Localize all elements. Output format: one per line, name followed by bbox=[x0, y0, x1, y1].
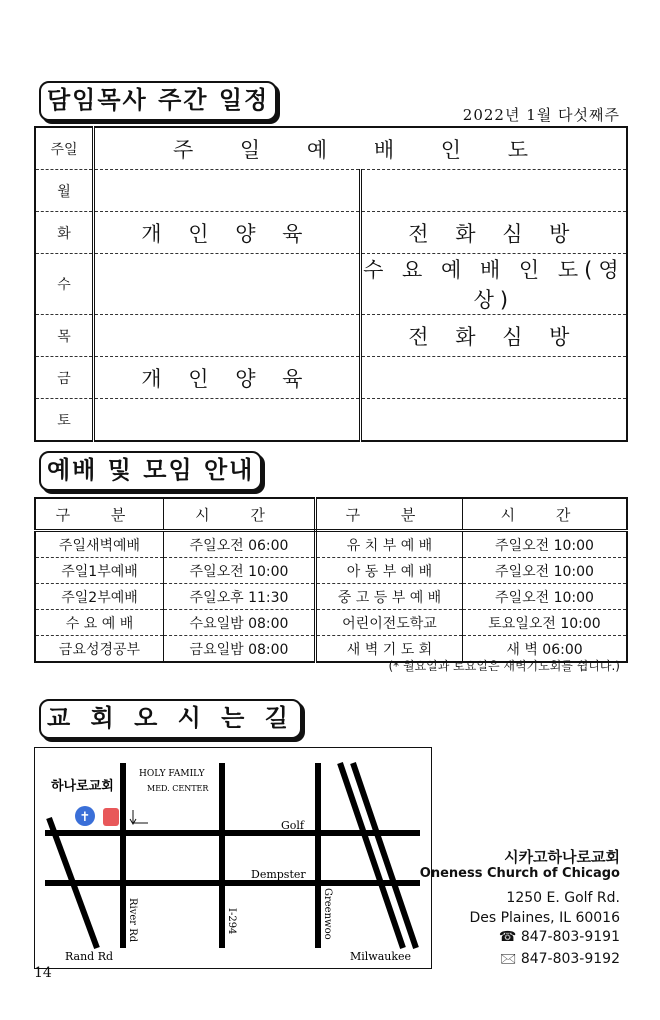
service-name: 중 고 등 부 예 배 bbox=[316, 584, 463, 610]
services-table bbox=[34, 497, 628, 663]
activity-cell bbox=[360, 170, 627, 212]
address-line-2: Des Plaines, IL 60016 bbox=[469, 910, 620, 926]
church-map-label: 하나로교회 bbox=[51, 779, 114, 794]
activity-cell bbox=[94, 399, 361, 442]
activity-cell bbox=[94, 254, 361, 315]
river-label: River Rd bbox=[127, 898, 138, 943]
activity-cell: 전 화 심 방 bbox=[360, 212, 627, 254]
map-drawing bbox=[35, 748, 431, 968]
day-label: 월 bbox=[35, 170, 94, 212]
service-name: 금요성경공부 bbox=[35, 636, 164, 663]
day-label: 목 bbox=[35, 315, 94, 357]
pastor-schedule-table bbox=[34, 126, 628, 442]
service-time: 주일오후 11:30 bbox=[164, 584, 316, 610]
services-title: 예배 및 모임 안내 bbox=[39, 451, 262, 491]
service-name: 유 치 부 예 배 bbox=[316, 531, 463, 558]
address-line-1: 1250 E. Golf Rd. bbox=[506, 890, 620, 906]
service-time: 수요일밤 08:00 bbox=[164, 610, 316, 636]
activity-cell bbox=[94, 170, 361, 212]
hospital-label-2: MED. CENTER bbox=[147, 784, 209, 793]
table-row bbox=[35, 584, 627, 610]
rand-label: Rand Rd bbox=[65, 950, 114, 963]
header-time: 시 간 bbox=[463, 498, 628, 531]
schedule-row-sunday bbox=[35, 127, 627, 170]
service-time: 금요일밤 08:00 bbox=[164, 636, 316, 663]
milwaukee-road-2 bbox=[353, 763, 416, 948]
schedule-row bbox=[35, 357, 627, 399]
milwaukee-road-1 bbox=[340, 763, 403, 948]
schedule-title: 담임목사 주간 일정 bbox=[39, 81, 277, 121]
service-name: 주일1부예배 bbox=[35, 558, 164, 584]
fax-line bbox=[500, 948, 620, 972]
service-time: 주일오전 10:00 bbox=[463, 584, 628, 610]
schedule-row bbox=[35, 254, 627, 315]
i294-label: I-294 bbox=[226, 908, 237, 935]
services-header-row bbox=[35, 498, 627, 531]
table-row bbox=[35, 531, 627, 558]
services-note: (* 월요일과 토요일은 새벽기도회를 쉽니다.) bbox=[388, 659, 620, 673]
service-time: 주일오전 06:00 bbox=[164, 531, 316, 558]
directions-map bbox=[34, 747, 432, 969]
phone-icon: ☎ bbox=[498, 929, 517, 945]
day-label: 금 bbox=[35, 357, 94, 399]
fax-icon: 🖂 bbox=[499, 951, 517, 967]
church-english-name: Oneness Church of Chicago bbox=[419, 866, 620, 881]
greenwood-label: Greenwoo bbox=[322, 888, 333, 940]
activity-cell: 수 요 예 배 인 도(영상) bbox=[360, 254, 627, 315]
church-name: 시카고하나로교회 bbox=[504, 848, 620, 866]
service-time: 주일오전 10:00 bbox=[164, 558, 316, 584]
table-row bbox=[35, 610, 627, 636]
directions-title: 교 회 오 시 는 길 bbox=[39, 699, 302, 739]
day-label: 주일 bbox=[35, 127, 94, 170]
service-time: 주일오전 10:00 bbox=[463, 558, 628, 584]
header-category: 구 분 bbox=[35, 498, 164, 531]
week-label: 2022년 1월 다섯째주 bbox=[462, 106, 620, 124]
service-name: 주일새벽예배 bbox=[35, 531, 164, 558]
dempster-label: Dempster bbox=[251, 868, 306, 881]
service-name: 새 벽 기 도 회 bbox=[316, 636, 463, 663]
activity-cell bbox=[360, 399, 627, 442]
header-time: 시 간 bbox=[164, 498, 316, 531]
activity-cell: 전 화 심 방 bbox=[360, 315, 627, 357]
service-name: 아 동 부 예 배 bbox=[316, 558, 463, 584]
hospital-marker bbox=[103, 808, 119, 826]
cross-glyph: ✝ bbox=[79, 810, 91, 825]
service-name: 수 요 예 배 bbox=[35, 610, 164, 636]
sunday-activity: 주 일 예 배 인 도 bbox=[172, 137, 549, 162]
schedule-row bbox=[35, 399, 627, 442]
phone-number: 847-803-9191 bbox=[520, 929, 620, 945]
milwaukee-label: Milwaukee bbox=[350, 950, 412, 963]
fax-number: 847-803-9192 bbox=[520, 951, 620, 967]
header-category: 구 분 bbox=[316, 498, 463, 531]
day-label: 토 bbox=[35, 399, 94, 442]
service-name: 주일2부예배 bbox=[35, 584, 164, 610]
service-time: 주일오전 10:00 bbox=[495, 537, 594, 554]
day-label: 수 bbox=[35, 254, 94, 315]
phone-line bbox=[499, 929, 620, 945]
activity-cell bbox=[360, 357, 627, 399]
table-row bbox=[35, 558, 627, 584]
activity-cell: 개 인 양 육 bbox=[94, 212, 361, 254]
service-time: 토요일오전 10:00 bbox=[463, 610, 628, 636]
service-time: 새 벽 06:00 bbox=[463, 636, 628, 663]
day-label: 화 bbox=[35, 212, 94, 254]
hospital-label-1: HOLY FAMILY bbox=[139, 769, 205, 779]
activity-cell bbox=[94, 315, 361, 357]
schedule-row bbox=[35, 212, 627, 254]
activity-cell: 개 인 양 육 bbox=[94, 357, 361, 399]
page-number: 14 bbox=[34, 965, 52, 981]
schedule-row bbox=[35, 170, 627, 212]
service-name: 어린이전도학교 bbox=[316, 610, 463, 636]
golf-label: Golf bbox=[281, 819, 304, 832]
schedule-row bbox=[35, 315, 627, 357]
